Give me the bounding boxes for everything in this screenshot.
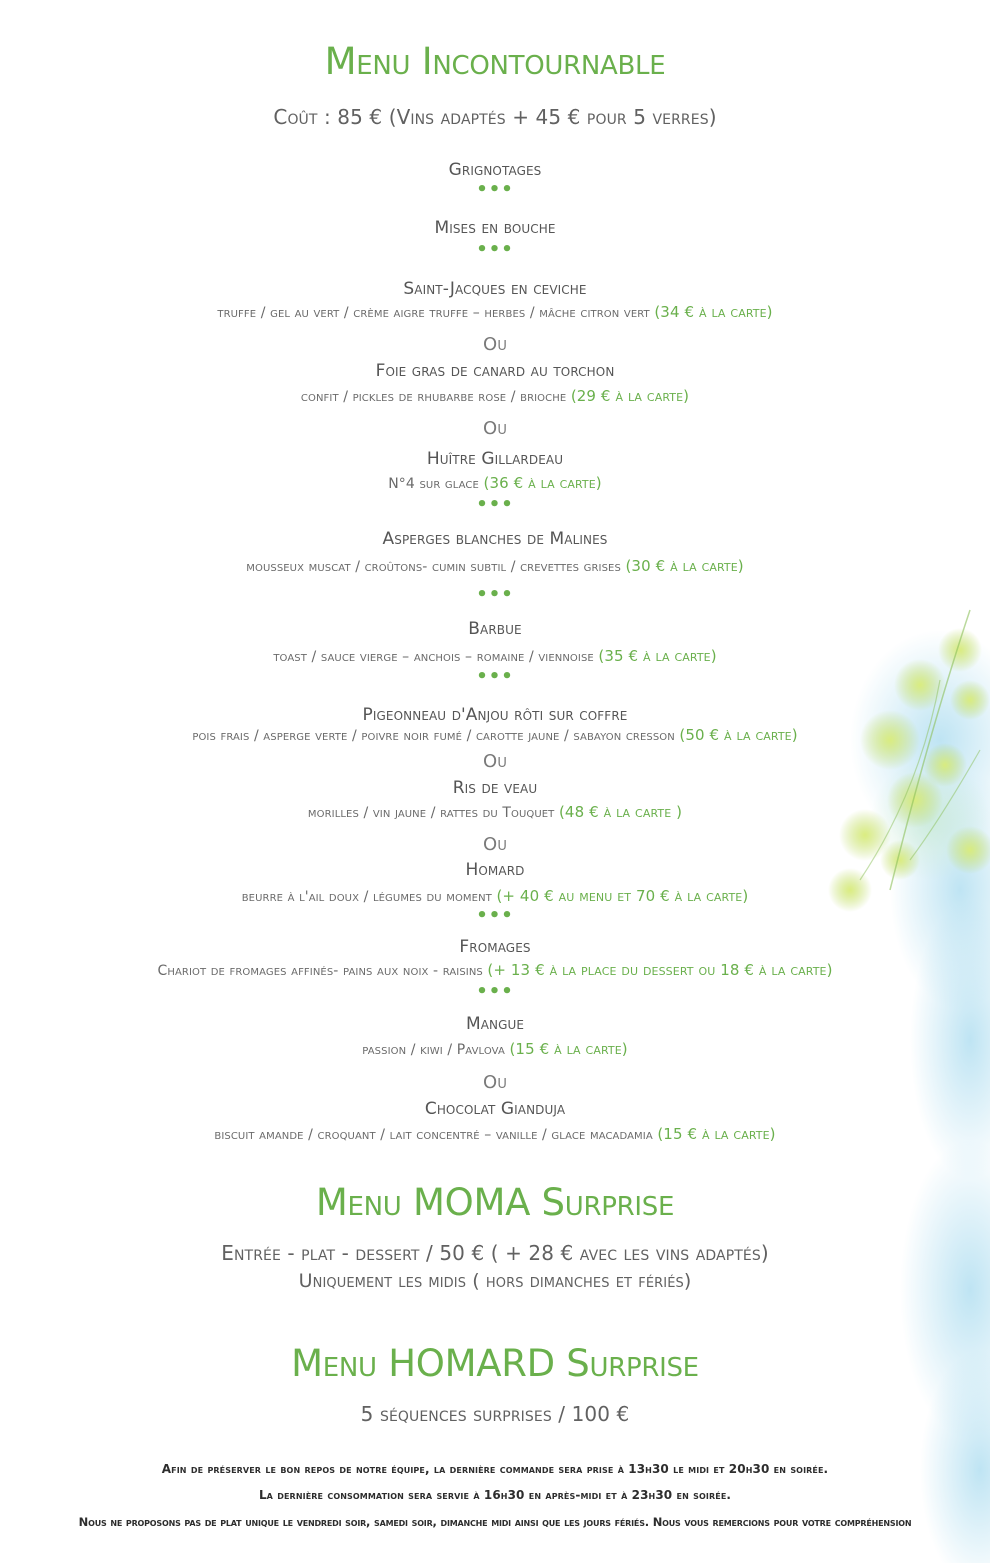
dish-description: passion / kiwi / Pavlova	[362, 1042, 505, 1058]
dish-price: (36 € à la carte)	[483, 474, 602, 492]
dish-price: (30 € à la carte)	[625, 557, 744, 575]
separator-dots: •••	[476, 239, 514, 260]
menu-moma-availability: Uniquement les midis ( hors dimanches et fériés)	[298, 1270, 692, 1292]
menu-incontournable-title: Menu Incontournable	[324, 40, 666, 83]
dish-description-line	[0, 803, 990, 821]
dish-description-line	[0, 303, 990, 321]
separator-dots: •••	[476, 494, 514, 515]
footer-note-order-times: Afin de préserver le bon repos de notre équipe, la dernière commande sera prise à 13h30 le midi et 20h30 en soirée.	[161, 1462, 829, 1476]
dish-name: Homard	[465, 860, 525, 880]
dish-name: Pigeonneau d'Anjou rôti sur coffre	[362, 705, 628, 725]
dish-name: Huître Gillardeau	[426, 449, 564, 469]
dish-price: (15 € à la carte)	[509, 1040, 628, 1058]
dish-price: (+ 40 € au menu et 70 € à la carte)	[496, 887, 749, 905]
dish-description: N°4 sur glace	[388, 476, 479, 492]
dish-price: (29 € à la carte)	[570, 387, 690, 405]
footer-note-no-single-dish: Nous ne proposons pas de plat unique le vendredi soir, samedi soir, dimanche midi ainsi que les jours fériés. Nous vous remercions pour votre compréhension	[78, 1515, 912, 1529]
or-separator: Ou	[483, 834, 507, 855]
menu-incontournable-cost: Coût : 85 € (Vins adaptés + 45 € pour 5 verres)	[273, 105, 717, 129]
dish-name: Asperges blanches de Malines	[382, 529, 608, 549]
separator-dots: •••	[476, 981, 514, 1002]
dish-description-line	[0, 474, 990, 492]
dish-name: Chocolat Gianduja	[424, 1099, 566, 1119]
dish-name: Mangue	[465, 1014, 525, 1034]
menu-moma-price-line: Entrée - plat - dessert / 50 € ( + 28 € avec les vins adaptés)	[221, 1241, 769, 1265]
or-separator: Ou	[483, 1072, 507, 1093]
separator-dots: •••	[476, 666, 514, 687]
dish-description: Chariot de fromages affinés- pains aux noix - raisins	[157, 963, 483, 979]
dish-description-line	[0, 387, 990, 405]
separator-dots: •••	[476, 905, 514, 926]
course-grignotages: Grignotages	[448, 160, 542, 180]
menu-homard-title: Menu HOMARD Surprise	[291, 1342, 699, 1385]
footer-note-service-times: La dernière consommation sera servie à 16h30 en après-midi et à 23h30 en soirée.	[258, 1488, 732, 1502]
dish-description: toast / sauce vierge – anchois – romaine / viennoise	[273, 649, 594, 665]
dish-description: beurre à l'ail doux / légumes du moment	[241, 889, 492, 905]
dish-description-line	[0, 647, 990, 665]
dish-description-line	[0, 961, 990, 979]
dish-price: (+ 13 € à la place du dessert ou 18 € à la carte)	[487, 961, 833, 979]
separator-dots: •••	[476, 179, 514, 200]
menu-homard-price-line: 5 séquences surprises / 100 €	[360, 1402, 630, 1426]
dish-description: morilles / vin jaune / rattes du Touquet	[307, 805, 555, 821]
dish-name: Fromages	[459, 937, 531, 957]
dish-name: Foie gras de canard au torchon	[375, 361, 615, 381]
dish-description: pois frais / asperge verte / poivre noir fumé / carotte jaune / sabayon cresson	[192, 728, 675, 744]
or-separator: Ou	[483, 751, 507, 772]
dish-description-line	[0, 557, 990, 575]
dish-price: (48 € à la carte )	[558, 803, 683, 821]
menu-moma-title: Menu MOMA Surprise	[315, 1181, 675, 1224]
dish-name: Saint-Jacques en ceviche	[403, 279, 587, 299]
dish-name: Ris de veau	[452, 778, 538, 798]
dish-description: mousseux muscat / croûtons- cumin subtil / crevettes grises	[246, 559, 621, 575]
or-separator: Ou	[483, 334, 507, 355]
dish-name: Barbue	[468, 619, 522, 639]
dish-price: (15 € à la carte)	[657, 1125, 776, 1143]
course-mises-en-bouche: Mises en bouche	[434, 218, 556, 238]
dish-description: biscuit amande / croquant / lait concentré – vanille / glace macadamia	[214, 1127, 653, 1143]
dish-description-line	[0, 887, 990, 905]
separator-dots: •••	[476, 584, 514, 605]
dish-price: (34 € à la carte)	[654, 303, 773, 321]
dish-description-line	[0, 1125, 990, 1143]
dish-description-line	[0, 726, 990, 744]
dish-description-line	[0, 1040, 990, 1058]
or-separator: Ou	[483, 418, 507, 439]
dish-price: (50 € à la carte)	[679, 726, 798, 744]
dish-price: (35 € à la carte)	[598, 647, 717, 665]
dish-description: truffe / gel au vert / crème aigre truffe – herbes / mâche citron vert	[217, 305, 650, 321]
dish-description: confit / pickles de rhubarbe rose / brioche	[300, 389, 567, 405]
